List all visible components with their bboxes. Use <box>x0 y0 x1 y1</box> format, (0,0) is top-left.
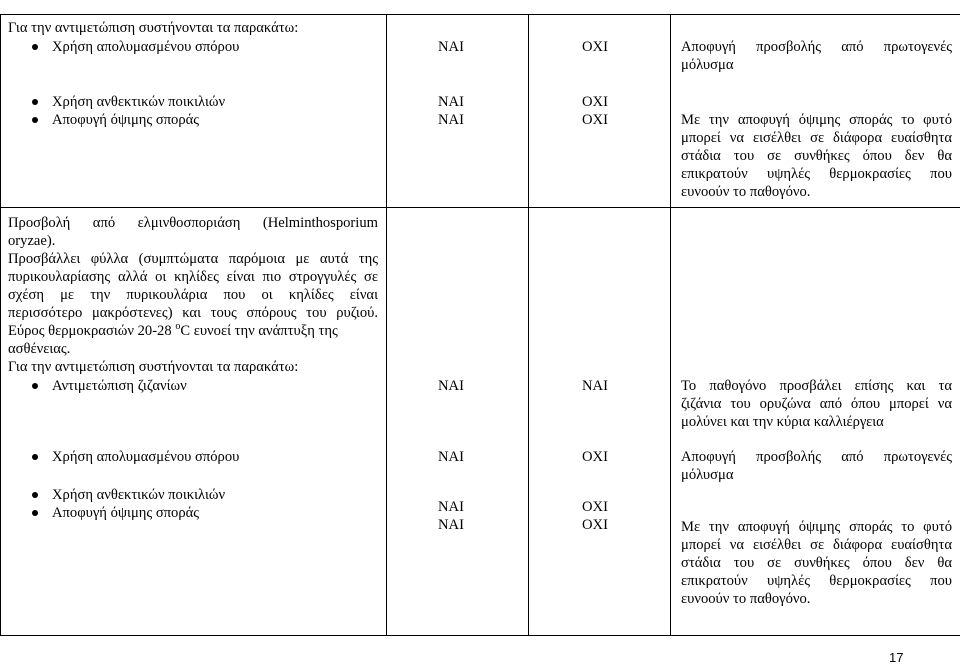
note-text-line: επικρατούν υψηλές θερμοκρασίες που <box>681 166 952 182</box>
answer-no: ΟΧΙ <box>582 449 608 465</box>
note-text-line: μόλυσμα <box>681 57 734 73</box>
bullet-icon <box>32 99 38 105</box>
treatment-intro: Για την αντιμετώπιση συστήνονται τα παρακάτω: <box>8 359 299 375</box>
note-text-line: μπορεί να εισέλθει σε διάφορα ευαίσθητα <box>681 537 952 553</box>
list-item <box>32 448 239 467</box>
note-text-line: μόλυσμα <box>681 467 734 483</box>
note-text-line: μπορεί να εισέλθει σε διάφορα ευαίσθητα <box>681 130 952 146</box>
disease-desc-line: περισσότερο μακρόστενες) και τους σπόρους του ρυζιού. <box>8 305 378 321</box>
table-border-bottom <box>0 635 960 636</box>
note-text-line: στάδια του σε συνθήκες όπου δεν θα <box>681 555 952 571</box>
note-text-line: Αποφυγή προσβολής από πρωτογενές <box>681 39 952 55</box>
disease-desc-line: oryzae). <box>8 233 56 249</box>
answer-no: ΟΧΙ <box>582 39 608 55</box>
measure-label: Χρήση απολυμασμένου σπόρου <box>52 39 240 55</box>
treatment-intro: Για την αντιμετώπιση συστήνονται τα παρακάτω: <box>8 20 299 36</box>
bullet-icon <box>32 117 38 123</box>
bullet-icon <box>32 492 38 498</box>
list-item <box>32 504 199 523</box>
temperature-range: Εύρος θερμοκρασιών 20-28 $^o$C ευνοεί την ανάπτυξη της <box>8 321 338 339</box>
note-text-line: ευνοούν το παθογόνο. <box>681 591 811 607</box>
note-text-line: μολύνει και την κύρια καλλιέργεια <box>681 414 884 430</box>
answer-no: ΟΧΙ <box>582 112 608 128</box>
measure-label: Αποφυγή όψιμης σποράς <box>52 112 200 128</box>
bullet-icon <box>32 510 38 516</box>
disease-desc-line: Προσβάλλει φύλλα (συμπτώματα παρόμοια με αυτά της <box>8 251 378 267</box>
answer-yes: ΝΑΙ <box>438 112 464 128</box>
table-col-divider-1 <box>386 14 387 636</box>
answer-yes: ΝΑΙ <box>438 449 464 465</box>
note-text-line: Με την αποφυγή όψιμης σποράς το φυτό <box>681 519 952 535</box>
answer-yes: ΝΑΙ <box>438 499 464 515</box>
disease-desc-line: σχέση με την πυρικουλάρια που οι κηλίδες είναι <box>8 287 378 303</box>
answer-yes: ΝΑΙ <box>438 378 464 394</box>
measure-label: Χρήση ανθεκτικών ποικιλιών <box>52 94 226 110</box>
disease-desc-line: ασθένειας. <box>8 341 71 357</box>
note-text-line: επικρατούν υψηλές θερμοκρασίες που <box>681 573 952 589</box>
table-col-divider-2 <box>528 14 529 636</box>
answer-yes: ΝΑΙ <box>438 517 464 533</box>
list-item <box>32 486 225 505</box>
answer-no: ΟΧΙ <box>582 94 608 110</box>
answer-no: ΟΧΙ <box>582 499 608 515</box>
list-item <box>32 377 187 396</box>
disease-desc-line: πυρικουλαρίασης αλλά οι κηλίδες είναι πιο στρογγυλές σε <box>8 269 378 285</box>
measure-label: Χρήση ανθεκτικών ποικιλιών <box>52 487 226 503</box>
table-border-left <box>0 14 1 636</box>
note-text-line: Με την αποφυγή όψιμης σποράς το φυτό <box>681 112 952 128</box>
list-item <box>32 111 199 130</box>
note-text-line: Αποφυγή προσβολής από πρωτογενές <box>681 449 952 465</box>
table-border-top <box>0 14 960 15</box>
answer-yes: ΝΑΙ <box>582 378 608 394</box>
answer-yes: ΝΑΙ <box>438 39 464 55</box>
bullet-icon <box>32 44 38 50</box>
note-text-line: Το παθογόνο προσβάλει επίσης και τα <box>681 378 952 394</box>
measure-label: Χρήση απολυμασμένου σπόρου <box>52 449 240 465</box>
note-text-line: ευνοούν το παθογόνο. <box>681 184 811 200</box>
answer-yes: ΝΑΙ <box>438 94 464 110</box>
disease-desc-line: Προσβολή από ελμινθοσποριάση (Helminthosporium <box>8 215 378 231</box>
measure-label: Αντιμετώπιση ζιζανίων <box>52 378 187 394</box>
list-item <box>32 93 225 112</box>
list-item <box>32 38 239 57</box>
page-number: 17 <box>889 650 904 665</box>
bullet-icon <box>32 454 38 460</box>
bullet-icon <box>32 383 38 389</box>
table-col-divider-3 <box>670 14 671 636</box>
answer-no: ΟΧΙ <box>582 517 608 533</box>
measure-label: Αποφυγή όψιμης σποράς <box>52 505 200 521</box>
note-text-line: στάδια του σε συνθήκες όπου δεν θα <box>681 148 952 164</box>
table-row-divider <box>0 207 960 208</box>
note-text-line: ζιζάνια του ορυζώνα από όπου μπορεί να <box>681 396 952 412</box>
